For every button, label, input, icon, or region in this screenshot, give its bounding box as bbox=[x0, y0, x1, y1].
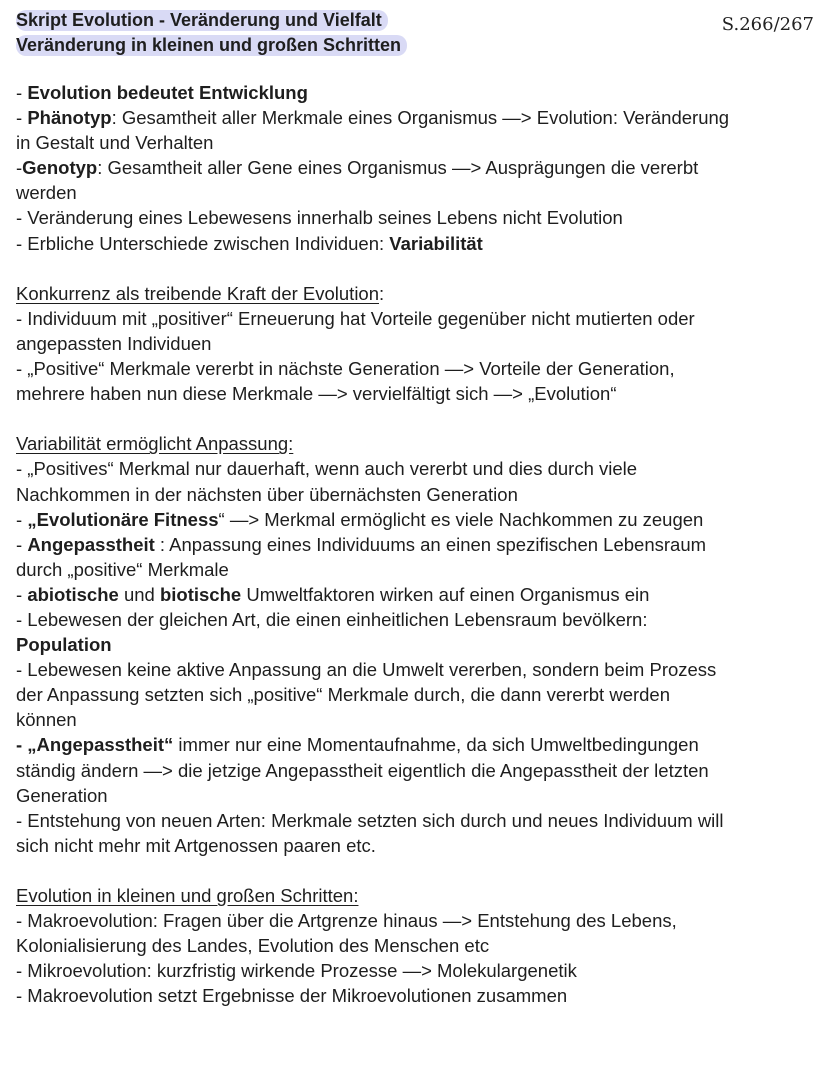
title-sub: Veränderung in kleinen und großen Schritten bbox=[16, 35, 407, 56]
text-segment: Nachkommen in der nächsten über übernächsten Generation bbox=[16, 483, 518, 505]
section-gap bbox=[16, 256, 816, 281]
notes-section bbox=[16, 883, 816, 1008]
text-segment: - Veränderung eines Lebewesens innerhalb seines Lebens nicht Evolution bbox=[16, 207, 623, 229]
text-segment: Generation bbox=[16, 784, 108, 806]
text-segment: Umweltfaktoren wirken auf einen Organismus ein bbox=[241, 583, 650, 605]
text-segment: - bbox=[16, 107, 28, 129]
title-line-2 bbox=[16, 33, 407, 58]
text-line bbox=[16, 833, 816, 858]
text-segment: durch „positive“ Merkmale bbox=[16, 558, 229, 580]
key-term: Phänotyp bbox=[27, 107, 112, 129]
key-term: „Evolutionäre Fitness bbox=[27, 508, 219, 530]
text-line bbox=[16, 80, 816, 105]
text-segment: : Anpassung eines Individuums an einen spezifischen Lebensraum bbox=[154, 533, 707, 555]
key-term: Genotyp bbox=[22, 157, 98, 179]
text-line bbox=[16, 231, 816, 256]
text-line bbox=[16, 958, 816, 983]
text-segment: - Lebewesen keine aktive Anpassung an die Umwelt vererben, sondern beim Prozess bbox=[16, 659, 717, 681]
text-line bbox=[16, 607, 816, 632]
text-line bbox=[16, 657, 816, 682]
notes-section bbox=[16, 281, 816, 406]
text-segment: sich nicht mehr mit Artgenossen paaren etc. bbox=[16, 834, 376, 856]
text-segment: - „Positives“ Merkmal nur dauerhaft, wenn auch vererbt und dies durch viele bbox=[16, 458, 638, 480]
key-term: Variabilität bbox=[389, 232, 483, 254]
text-segment: - Entstehung von neuen Arten: Merkmale setzten sich durch und neues Individuum will bbox=[16, 809, 724, 831]
text-line bbox=[16, 933, 816, 958]
text-segment: - Lebewesen der gleichen Art, die einen einheitlichen Lebensraum bevölkern: bbox=[16, 608, 648, 630]
title-line-1 bbox=[16, 8, 407, 33]
text-segment: - bbox=[16, 157, 23, 179]
text-line bbox=[16, 507, 816, 532]
title-block bbox=[16, 8, 407, 58]
section-gap bbox=[16, 858, 816, 883]
text-segment: mehrere haben nun diese Merkmale —> vervielfältigt sich —> „Evolution“ bbox=[16, 383, 617, 405]
text-segment: : bbox=[379, 282, 385, 304]
text-line bbox=[16, 783, 816, 808]
text-line bbox=[16, 482, 816, 507]
text-line bbox=[16, 758, 816, 783]
key-term: biotische bbox=[159, 583, 242, 605]
text-segment: : Gesamtheit aller Gene eines Organismus —> Ausprägungen die vererbt bbox=[97, 157, 699, 179]
text-line bbox=[16, 180, 816, 205]
section-gap bbox=[16, 406, 816, 431]
notes-body bbox=[16, 80, 816, 1008]
text-line bbox=[16, 130, 816, 155]
text-segment: Kolonialisierung des Landes, Evolution des Menschen etc bbox=[16, 935, 490, 957]
text-segment: angepassten Individuen bbox=[16, 332, 212, 354]
text-line bbox=[16, 808, 816, 833]
text-segment: - Individuum mit „positiver“ Erneuerung hat Vorteile gegenüber nicht mutierten oder bbox=[16, 307, 695, 329]
text-segment: - Erbliche Unterschiede zwischen Individuen: bbox=[16, 232, 390, 254]
text-segment: - Makroevolution: Fragen über die Artgrenze hinaus —> Entstehung des Lebens, bbox=[16, 910, 677, 932]
section-heading-line bbox=[16, 431, 816, 456]
key-term: abiotische bbox=[27, 583, 119, 605]
key-term: Angepasstheit bbox=[27, 533, 155, 555]
section-heading-line bbox=[16, 883, 816, 908]
section-heading: Konkurrenz als treibende Kraft der Evolution bbox=[16, 282, 380, 304]
text-segment: - bbox=[16, 82, 28, 103]
text-segment: in Gestalt und Verhalten bbox=[16, 132, 214, 154]
key-term: - „Angepasstheit“ bbox=[16, 734, 174, 756]
text-line bbox=[16, 105, 816, 130]
text-segment: werden bbox=[16, 182, 77, 204]
text-segment: - Mikroevolution: kurzfristig wirkende Prozesse —> Molekulargenetik bbox=[16, 960, 577, 982]
text-segment: immer nur eine Momentaufnahme, da sich Umweltbedingungen bbox=[173, 734, 699, 756]
text-segment: - bbox=[16, 583, 28, 605]
page-reference: S.266/267 bbox=[721, 14, 814, 35]
notes-section bbox=[16, 80, 816, 256]
text-line bbox=[16, 381, 816, 406]
text-segment: - bbox=[16, 508, 28, 530]
text-segment: - bbox=[16, 533, 28, 555]
notes-section bbox=[16, 431, 816, 858]
text-segment: können bbox=[16, 709, 77, 731]
text-segment: - „Positive“ Merkmale vererbt in nächste Generation —> Vorteile der Generation, bbox=[16, 358, 675, 380]
text-line bbox=[16, 557, 816, 582]
text-line bbox=[16, 155, 816, 180]
text-line bbox=[16, 356, 816, 381]
text-line bbox=[16, 532, 816, 557]
text-segment: der Anpassung setzten sich „positive“ Merkmale durch, die dann vererbt werden bbox=[16, 684, 671, 706]
text-line bbox=[16, 582, 816, 607]
text-line bbox=[16, 908, 816, 933]
section-heading-line bbox=[16, 281, 816, 306]
title-main: Skript Evolution - Veränderung und Vielfalt bbox=[16, 10, 388, 31]
text-segment: - Makroevolution setzt Ergebnisse der Mikroevolutionen zusammen bbox=[16, 985, 568, 1007]
key-term: Population bbox=[16, 634, 112, 656]
text-line bbox=[16, 732, 816, 757]
key-term: Evolution bedeutet Entwicklung bbox=[27, 82, 308, 103]
text-line bbox=[16, 205, 816, 230]
text-line bbox=[16, 456, 816, 481]
text-line bbox=[16, 707, 816, 732]
text-line bbox=[16, 632, 816, 657]
text-line bbox=[16, 306, 816, 331]
text-segment: “ —> Merkmal ermöglicht es viele Nachkommen zu zeugen bbox=[218, 508, 704, 530]
text-segment: ständig ändern —> die jetzige Angepasstheit eigentlich die Angepasstheit der letzten bbox=[16, 759, 709, 781]
section-heading: Evolution in kleinen und großen Schritten: bbox=[16, 885, 359, 906]
text-line bbox=[16, 983, 816, 1008]
text-segment: : Gesamtheit aller Merkmale eines Organismus —> Evolution: Veränderung bbox=[111, 107, 730, 129]
text-line bbox=[16, 682, 816, 707]
section-heading: Variabilität ermöglicht Anpassung: bbox=[16, 433, 294, 455]
text-segment: und bbox=[118, 583, 160, 605]
text-line bbox=[16, 331, 816, 356]
